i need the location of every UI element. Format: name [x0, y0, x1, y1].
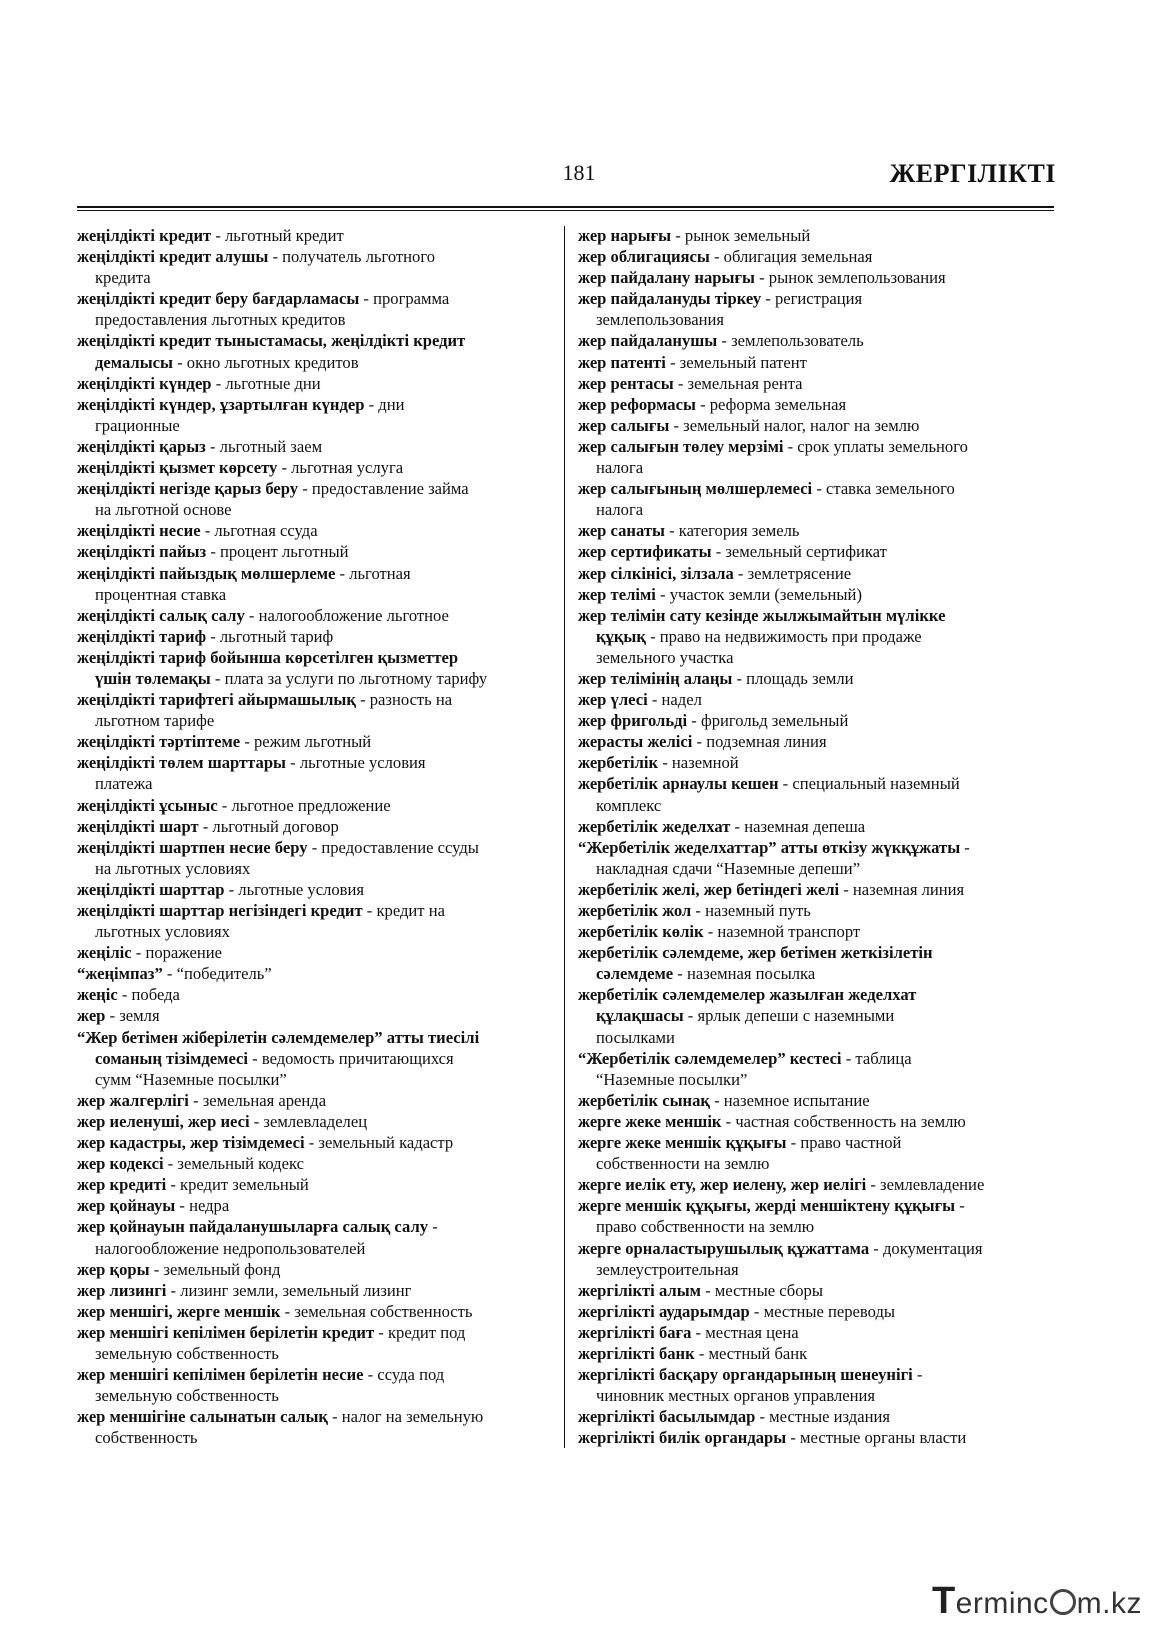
- entry-definition: - поражение: [131, 943, 223, 963]
- terminco-watermark: [932, 1580, 1142, 1623]
- entry-definition: - местные переводы: [749, 1301, 896, 1321]
- dictionary-entry: [578, 689, 1058, 710]
- entry-definition: - землепользователь: [717, 331, 864, 351]
- dictionary-entry: [77, 689, 549, 731]
- entry-definition: - местные органы власти: [786, 1428, 967, 1448]
- entry-definition: - подземная линия: [692, 732, 827, 752]
- entry-term: жергілікті билік органдары: [578, 1428, 787, 1448]
- dictionary-entry: [77, 1111, 549, 1132]
- dictionary-entry: [77, 1364, 549, 1406]
- entry-definition: - рынок земельный: [671, 226, 811, 245]
- dictionary-entry: [578, 710, 1058, 731]
- entry-term: “жеңімпаз”: [77, 964, 163, 984]
- entry-term: жербетілік жеделхат: [578, 816, 731, 836]
- entry-term: жербетілік: [578, 753, 659, 773]
- entry-definition: - льготный тариф: [206, 626, 334, 646]
- dictionary-entry: [77, 1301, 549, 1322]
- entry-definition: - ставка земельного: [812, 479, 955, 499]
- entry-term: жерге жеке меншік: [578, 1111, 722, 1131]
- entry-term: жеңілдікті ұсыныс: [77, 795, 218, 815]
- dictionary-entry: [77, 288, 549, 330]
- entry-definition: - местные издания: [755, 1407, 890, 1427]
- watermark-ring-icon: [1050, 1589, 1076, 1615]
- dictionary-entry: [578, 563, 1058, 584]
- entry-term: жербетілік сәлемдеме, жер бетімен жеткізілетін: [578, 943, 933, 963]
- dictionary-entry: [578, 1238, 1058, 1280]
- dictionary-entry: [77, 900, 549, 942]
- entry-term: жергілікті аударымдар: [578, 1301, 750, 1321]
- entry-term: жеңілдікті тәртіптеме: [77, 732, 241, 752]
- entry-term: жеңілдікті тариф бойынша көрсетілген қызметтер: [77, 647, 459, 667]
- dictionary-entry: [578, 584, 1058, 605]
- entry-term: сәлемдеме: [596, 964, 674, 984]
- entry-term: жеңілдікті кредит алушы: [77, 247, 269, 267]
- entry-term: жеңілдікті шарттар негізіндегі кредит: [77, 901, 363, 920]
- entry-term: жер сілкінісі, зілзала: [578, 563, 734, 583]
- entry-term: жер меншігі, жерге меншік: [77, 1301, 281, 1321]
- entry-term: жер телімін сату кезінде жылжымайтын мүлікке: [578, 605, 946, 625]
- entry-term: жеңілдікті тариф: [77, 626, 207, 646]
- entry-term: жер рентасы: [578, 373, 674, 393]
- entry-term: жербетілік сәлемдемелер жазылған жеделхат: [578, 985, 917, 1005]
- entry-term: жер лизингі: [77, 1280, 167, 1300]
- entry-term: жер: [77, 1006, 106, 1026]
- entry-definition: - таблица: [841, 1048, 912, 1068]
- entry-definition: - землевладение: [866, 1175, 985, 1195]
- dictionary-entry: [77, 984, 549, 1005]
- entry-definition: - ведомость причитающихся: [248, 1048, 454, 1068]
- dictionary-entry: [77, 1216, 549, 1258]
- entry-definition: - окно льготных кредитов: [172, 352, 359, 372]
- entry-definition: - победа: [117, 985, 180, 1005]
- dictionary-entry: [578, 1195, 1058, 1237]
- entry-definition: посылками: [596, 1027, 675, 1047]
- watermark-big-letter: T: [931, 1580, 956, 1622]
- dictionary-entry: [578, 1364, 1058, 1406]
- entry-definition: кредита: [95, 268, 151, 288]
- entry-term: соманың тізімдемесі: [95, 1048, 249, 1068]
- dictionary-entry: [77, 837, 549, 879]
- entry-term: “Жер бетімен жіберілетін сәлемдемелер” атты тиесілі: [77, 1027, 480, 1047]
- entry-definition: земельного участка: [596, 647, 734, 667]
- entry-definition: - земельная аренда: [188, 1090, 327, 1110]
- entry-term: жербетілік көлік: [578, 922, 704, 942]
- entry-definition: льготных условиях: [95, 922, 230, 942]
- entry-term: жер фригольді: [578, 711, 688, 731]
- dictionary-entry: [77, 816, 549, 837]
- dictionary-entry: [77, 225, 549, 246]
- entry-term: жер санаты: [578, 521, 665, 541]
- entry-term: жер пайдалану нарығы: [578, 268, 755, 288]
- entry-term: жер меншігі кепілімен берілетін кредит: [77, 1322, 375, 1342]
- entry-definition: - право частной: [786, 1133, 902, 1153]
- entry-definition: - земельный патент: [665, 352, 807, 372]
- entry-definition: - наземный путь: [691, 901, 811, 920]
- entry-definition: комплекс: [596, 795, 662, 815]
- dictionary-entry: [77, 1406, 549, 1448]
- entry-definition: - недра: [175, 1196, 230, 1216]
- dictionary-entry: [77, 1005, 549, 1026]
- header-rule: [77, 206, 1054, 208]
- entry-definition: на льготных условиях: [95, 858, 251, 878]
- entry-definition: - регистрация: [761, 289, 863, 309]
- dictionary-entry: [578, 1427, 1058, 1448]
- dictionary-entry: [578, 1090, 1058, 1111]
- entry-definition: - льготные условия: [224, 879, 365, 899]
- dictionary-entry: [578, 1343, 1058, 1364]
- entry-term: жеңілдікті пайыздық мөлшерлеме: [77, 563, 336, 583]
- entry-definition: процентная ставка: [95, 584, 227, 604]
- entry-term: жеңілдікті пайыз: [77, 542, 207, 562]
- entry-definition: - “победитель”: [162, 964, 272, 984]
- entry-definition: -: [960, 837, 970, 857]
- entry-term: жеңіс: [77, 985, 118, 1005]
- dictionary-entry: [578, 1174, 1058, 1195]
- entry-term: жеңілдікті қарыз: [77, 436, 206, 456]
- entry-definition: собственность: [95, 1428, 198, 1448]
- entry-term: жер сертификаты: [578, 542, 712, 562]
- entry-definition: - режим льготный: [240, 732, 372, 752]
- dictionary-entry: [77, 1174, 549, 1195]
- entry-term: жер салығын төлеу мерзімі: [578, 436, 784, 456]
- entry-term: жер реформасы: [578, 394, 696, 414]
- entry-definition: - категория земель: [664, 521, 800, 541]
- right-column: [578, 225, 1058, 1448]
- entry-definition: - земельная рента: [673, 373, 803, 393]
- entry-term: жеңілдікті күндер, ұзартылған күндер: [77, 394, 365, 414]
- dictionary-entry: [578, 246, 1058, 267]
- entry-term: жерге меншік құқығы, жерді меншіктену құқығы: [578, 1196, 956, 1216]
- entry-definition: - земельный сертификат: [711, 542, 887, 562]
- dictionary-entry: [578, 436, 1058, 478]
- entry-term: “Жербетілік сәлемдемелер” кестесі: [578, 1048, 842, 1068]
- entry-definition: платежа: [95, 774, 153, 794]
- left-column: [77, 225, 549, 1448]
- entry-term: жеңілдікті шартпен несие беру: [77, 837, 308, 857]
- dictionary-entry: [578, 816, 1058, 837]
- entry-term: жер облигациясы: [578, 247, 710, 267]
- entry-definition: - лизинг земли, земельный лизинг: [166, 1280, 412, 1300]
- entry-term: жер үлесі: [578, 690, 648, 710]
- dictionary-entry: [578, 984, 1058, 1047]
- entry-definition: - наземной транспорт: [703, 922, 861, 942]
- entry-term: жер меншігіне салынатын салық: [77, 1407, 328, 1427]
- entry-definition: - земельный налог, налог на землю: [669, 415, 920, 435]
- dictionary-entry: [77, 1153, 549, 1174]
- dictionary-entry: [77, 478, 549, 520]
- entry-definition: -: [428, 1217, 438, 1237]
- dictionary-entry: [77, 1280, 549, 1301]
- dictionary-entry: [578, 837, 1058, 879]
- header-rule-thin: [77, 210, 1054, 211]
- dictionary-entry: [77, 1259, 549, 1280]
- entry-definition: - специальный наземный: [778, 774, 960, 794]
- entry-definition: -: [912, 1365, 923, 1385]
- entry-term: үшін төлемақы: [95, 668, 211, 688]
- dictionary-entry: [578, 773, 1058, 815]
- dictionary-entry: [77, 436, 549, 457]
- dictionary-entry: [77, 942, 549, 963]
- dictionary-entry: [578, 541, 1058, 562]
- entry-definition: - льготная: [335, 563, 411, 583]
- entry-definition: - льготная услуга: [277, 458, 404, 478]
- entry-term: “Жербетілік жеделхаттар” атты өткізу жүкқұжаты: [578, 837, 961, 857]
- dictionary-entry: [578, 352, 1058, 373]
- entry-term: құлақшасы: [596, 1006, 684, 1026]
- entry-definition: - земельный кадастр: [304, 1133, 454, 1153]
- dictionary-entry: [578, 288, 1058, 330]
- entry-definition: - льготные дни: [211, 373, 321, 393]
- entry-definition: - местный банк: [694, 1343, 808, 1363]
- dictionary-entry: [578, 373, 1058, 394]
- dictionary-entry: [77, 1322, 549, 1364]
- dictionary-entry: [77, 330, 549, 372]
- entry-term: жер патенті: [578, 352, 666, 372]
- entry-term: жер салығының мөлшерлемесі: [578, 479, 813, 499]
- entry-definition: - рынок землепользования: [754, 268, 946, 288]
- entry-definition: - наземная депеша: [730, 816, 866, 836]
- entry-definition: - ярлык депеши с наземными: [683, 1006, 895, 1026]
- dictionary-entry: [578, 1132, 1058, 1174]
- entry-term: жер нарығы: [578, 226, 672, 245]
- entry-definition: - получатель льготного: [268, 247, 436, 267]
- entry-term: жербетілік арнаулы кешен: [578, 774, 779, 794]
- dictionary-entry: [578, 1406, 1058, 1427]
- entry-term: жер кадастры, жер тізімдемесі: [77, 1133, 305, 1153]
- entry-definition: - наземное испытание: [709, 1090, 870, 1110]
- entry-definition: - площадь земли: [732, 668, 854, 688]
- entry-term: жеңілдікті кредит: [77, 226, 212, 245]
- entry-term: жеңілдікті төлем шарттары: [77, 753, 287, 773]
- dictionary-entry: [578, 1048, 1058, 1090]
- entry-definition: - земельный кодекс: [163, 1154, 304, 1174]
- entry-term: жер меншігі кепілімен берілетін несие: [77, 1365, 364, 1385]
- dictionary-entry: [77, 394, 549, 436]
- entry-term: жеңілдікті негізде қарыз беру: [77, 479, 299, 499]
- entry-definition: - наземной: [658, 753, 739, 773]
- dictionary-entry: [578, 605, 1058, 668]
- entry-term: жер салығы: [578, 415, 670, 435]
- entry-definition: сумм “Наземные посылки”: [95, 1069, 287, 1089]
- entry-definition: - льготный договор: [198, 816, 339, 836]
- dictionary-entry: [578, 330, 1058, 351]
- entry-definition: - льготное предложение: [217, 795, 391, 815]
- dictionary-entry: [77, 963, 549, 984]
- dictionary-entry: [77, 605, 549, 626]
- entry-term: жер қоры: [77, 1259, 150, 1279]
- dictionary-entry: [77, 879, 549, 900]
- entry-definition: - льготная ссуда: [200, 521, 318, 541]
- entry-term: жеңіліс: [77, 943, 132, 963]
- entry-definition: “Наземные посылки”: [596, 1069, 748, 1089]
- dictionary-entry: [578, 267, 1058, 288]
- entry-definition: - частная собственность на землю: [721, 1111, 966, 1131]
- entry-definition: - земельный фонд: [149, 1259, 281, 1279]
- entry-definition: - фригольд земельный: [687, 711, 849, 731]
- entry-definition: на льготной основе: [95, 500, 232, 520]
- entry-definition: землепользования: [596, 310, 725, 330]
- column-divider: [564, 226, 565, 1448]
- entry-term: жергілікті басқару органдарының шенеунігі: [578, 1365, 913, 1385]
- entry-definition: -: [955, 1196, 965, 1216]
- entry-term: жер телімі: [578, 584, 656, 604]
- entry-term: жер пайдаланушы: [578, 331, 718, 351]
- dictionary-entry: [578, 900, 1058, 921]
- entry-definition: льготном тарифе: [95, 711, 215, 731]
- entry-definition: чиновник местных органов управления: [596, 1386, 875, 1406]
- entry-definition: - местная цена: [691, 1322, 799, 1342]
- dictionary-entry: [578, 1111, 1058, 1132]
- entry-definition: - плата за услуги по льготному тарифу: [210, 668, 488, 688]
- entry-term: жер иеленуші, жер иесі: [77, 1111, 250, 1131]
- entry-term: жер қойнауын пайдаланушыларға салық салу: [77, 1217, 429, 1237]
- entry-definition: - наземная посылка: [673, 964, 816, 984]
- entry-term: демалысы: [95, 352, 173, 372]
- dictionary-entry: [77, 457, 549, 478]
- entry-term: жеңілдікті кредит тыныстамасы, жеңілдікті кредит: [77, 331, 466, 351]
- dictionary-entry: [77, 1090, 549, 1111]
- entry-term: жеңілдікті қызмет көрсету: [77, 458, 278, 478]
- entry-term: жер қойнауы: [77, 1196, 176, 1216]
- dictionary-entry: [578, 1322, 1058, 1343]
- dictionary-entry: [578, 520, 1058, 541]
- dictionary-entry: [77, 373, 549, 394]
- entry-definition: землеустроительная: [596, 1259, 739, 1279]
- entry-definition: - льготные условия: [286, 753, 426, 773]
- entry-definition: - наземная линия: [839, 879, 965, 899]
- entry-term: жер кредиті: [77, 1175, 167, 1195]
- watermark-text-2: m.kz: [1076, 1587, 1142, 1620]
- entry-definition: - землетрясение: [733, 563, 852, 583]
- entry-definition: земельную собственность: [95, 1343, 279, 1363]
- entry-definition: налогообложение недропользователей: [95, 1238, 366, 1258]
- dictionary-entry: [578, 942, 1058, 984]
- dictionary-entry: [578, 1301, 1058, 1322]
- entry-term: жергілікті басылымдар: [578, 1407, 756, 1427]
- entry-definition: право собственности на землю: [596, 1217, 815, 1237]
- entry-definition: - облигация земельная: [709, 247, 873, 267]
- entry-definition: - срок уплаты земельного: [783, 436, 968, 456]
- entry-definition: - местные сборы: [700, 1280, 823, 1300]
- dictionary-entry: [578, 394, 1058, 415]
- entry-term: жеңілдікті кредит беру бағдарламасы: [77, 289, 360, 309]
- dictionary-entry: [578, 478, 1058, 520]
- entry-definition: предоставления льготных кредитов: [95, 310, 346, 330]
- entry-term: жеңілдікті шарт: [77, 816, 199, 836]
- entry-definition: - ссуда под: [363, 1365, 445, 1385]
- dictionary-entry: [578, 668, 1058, 689]
- dictionary-entry: [578, 1280, 1058, 1301]
- entry-definition: - налог на земельную: [327, 1407, 484, 1427]
- entry-definition: - предоставление ссуды: [307, 837, 479, 857]
- entry-definition: - земля: [105, 1006, 160, 1026]
- entry-definition: - землевладелец: [249, 1111, 368, 1131]
- dictionary-entry: [77, 1027, 549, 1090]
- entry-term: жеңілдікті несие: [77, 521, 201, 541]
- entry-definition: - участок земли (земельный): [655, 584, 862, 604]
- entry-definition: грационные: [95, 415, 180, 435]
- dictionary-entry: [578, 225, 1058, 246]
- entry-definition: - программа: [359, 289, 450, 309]
- page-number: 181: [562, 160, 596, 185]
- dictionary-entry: [77, 1195, 549, 1216]
- entry-term: жеңілдікті тарифтегі айырмашылық: [77, 690, 356, 710]
- entry-definition: - налогообложение льготное: [244, 605, 449, 625]
- entry-term: жеңілдікті шарттар: [77, 879, 225, 899]
- entry-definition: - кредит земельный: [166, 1175, 309, 1195]
- entry-term: жербетілік желі, жер бетіндегі желі: [578, 879, 840, 899]
- dictionary-entry: [77, 1132, 549, 1153]
- entry-definition: - дни: [364, 394, 405, 414]
- dictionary-entry: [77, 752, 549, 794]
- entry-definition: - реформа земельная: [695, 394, 847, 414]
- running-head: ЖЕРГІЛІКТІ: [889, 159, 1056, 188]
- entry-definition: - льготный кредит: [211, 226, 344, 245]
- dictionary-entry: [578, 415, 1058, 436]
- dictionary-entry: [77, 563, 549, 605]
- dictionary-entry: [77, 795, 549, 816]
- entry-term: жерасты желісі: [578, 732, 693, 752]
- entry-definition: налога: [596, 458, 644, 478]
- entry-definition: собственности на землю: [596, 1154, 770, 1174]
- entry-term: жерге орналастырушылық құжаттама: [578, 1238, 870, 1258]
- entry-definition: накладная сдачи “Наземные депеши”: [596, 858, 861, 878]
- entry-term: жер пайдалануды тіркеу: [578, 289, 762, 309]
- entry-definition: - процент льготный: [206, 542, 349, 562]
- dictionary-entry: [578, 731, 1058, 752]
- entry-definition: - разность на: [355, 690, 453, 710]
- entry-definition: земельную собственность: [95, 1386, 279, 1406]
- entry-term: жеңілдікті күндер: [77, 373, 212, 393]
- dictionary-entry: [77, 246, 549, 288]
- entry-term: жер жалгерлігі: [77, 1090, 189, 1110]
- dictionary-entry: [77, 647, 549, 689]
- entry-term: жербетілік жол: [578, 901, 692, 920]
- entry-term: жергілікті алым: [578, 1280, 701, 1300]
- entry-definition: - кредит на: [362, 901, 445, 920]
- entry-term: жербетілік сынақ: [578, 1090, 710, 1110]
- entry-definition: налога: [596, 500, 644, 520]
- entry-term: құқық: [596, 626, 646, 646]
- dictionary-entry: [578, 752, 1058, 773]
- entry-definition: - предоставление займа: [298, 479, 469, 499]
- entry-definition: - надел: [647, 690, 702, 710]
- watermark-text-1: erminc: [955, 1587, 1049, 1620]
- dictionary-entry: [578, 879, 1058, 900]
- dictionary-entry: [77, 520, 549, 541]
- entry-term: жергілікті банк: [578, 1343, 695, 1363]
- entry-definition: - документация: [869, 1238, 983, 1258]
- dictionary-entry: [77, 626, 549, 647]
- entry-term: жер кодексі: [77, 1154, 164, 1174]
- dictionary-entry: [77, 541, 549, 562]
- dictionary-entry: [578, 921, 1058, 942]
- entry-term: жергілікті баға: [578, 1322, 692, 1342]
- entry-definition: - льготный заем: [205, 436, 323, 456]
- entry-term: жеңілдікті салық салу: [77, 605, 245, 625]
- entry-term: жерге жеке меншік құқығы: [578, 1133, 787, 1153]
- entry-definition: - земельная собственность: [280, 1301, 473, 1321]
- entry-definition: - кредит под: [374, 1322, 466, 1342]
- entry-definition: - право на недвижимость при продаже: [645, 626, 922, 646]
- entry-term: жерге иелік ету, жер иелену, жер иелігі: [578, 1175, 867, 1195]
- entry-term: жер телімінің алаңы: [578, 668, 733, 688]
- dictionary-entry: [77, 731, 549, 752]
